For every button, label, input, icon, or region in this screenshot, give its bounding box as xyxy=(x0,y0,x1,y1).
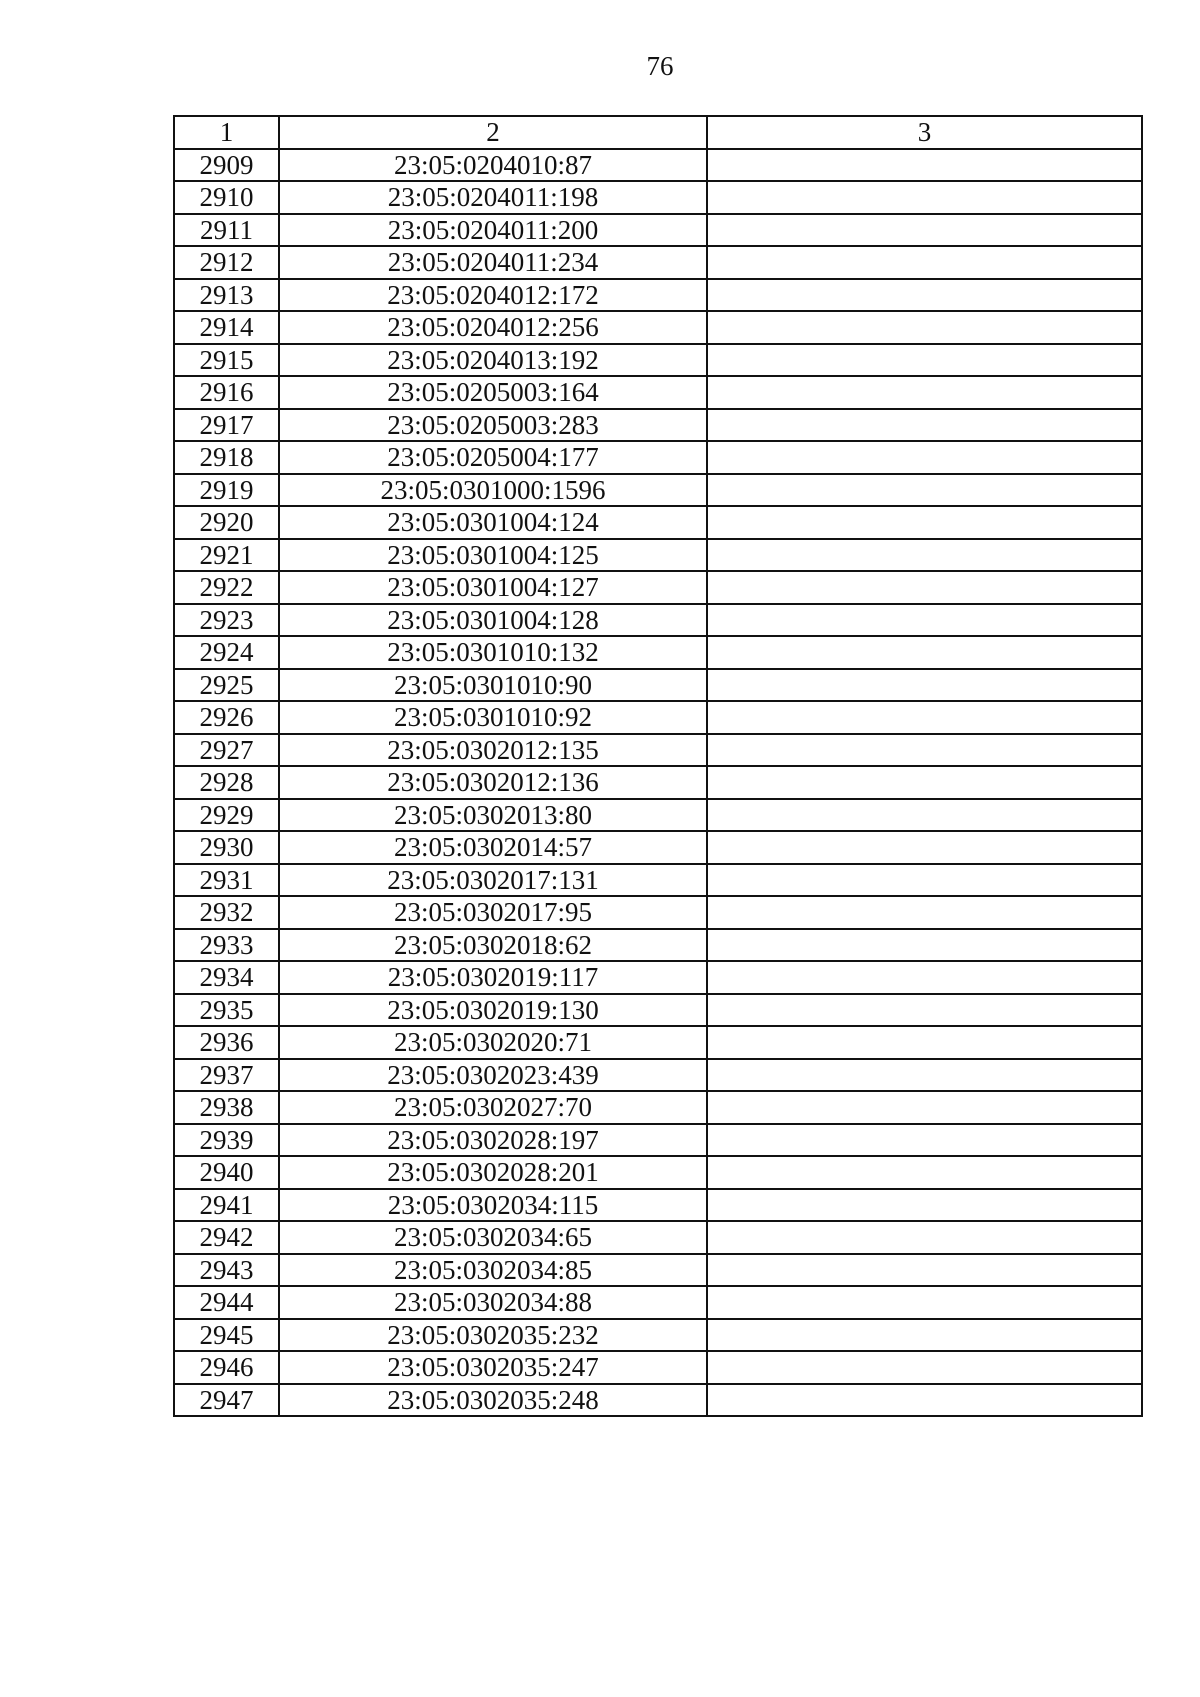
table-row xyxy=(174,1286,1142,1319)
notes-cell xyxy=(707,506,1142,539)
table-row xyxy=(174,701,1142,734)
cadastral-number-cell: 23:05:0204012:256 xyxy=(279,311,707,344)
cadastral-number-cell: 23:05:0302034:115 xyxy=(279,1189,707,1222)
table-row xyxy=(174,246,1142,279)
table-row xyxy=(174,896,1142,929)
table-row xyxy=(174,799,1142,832)
table-row xyxy=(174,571,1142,604)
table-row xyxy=(174,929,1142,962)
cadastral-number-cell: 23:05:0302019:117 xyxy=(279,961,707,994)
table-row xyxy=(174,1124,1142,1157)
notes-cell xyxy=(707,994,1142,1027)
cadastral-number-cell: 23:05:0204011:200 xyxy=(279,214,707,247)
cadastral-number-cell: 23:05:0302027:70 xyxy=(279,1091,707,1124)
table-row xyxy=(174,1221,1142,1254)
row-number-cell: 2940 xyxy=(174,1156,279,1189)
row-number-cell: 2922 xyxy=(174,571,279,604)
cadastral-number-cell: 23:05:0302034:85 xyxy=(279,1254,707,1287)
table-row xyxy=(174,409,1142,442)
row-number-cell: 2943 xyxy=(174,1254,279,1287)
cadastral-number-cell: 23:05:0302034:65 xyxy=(279,1221,707,1254)
notes-cell xyxy=(707,766,1142,799)
table-row xyxy=(174,1351,1142,1384)
notes-cell xyxy=(707,539,1142,572)
notes-cell xyxy=(707,344,1142,377)
cadastral-number-cell: 23:05:0301010:132 xyxy=(279,636,707,669)
row-number-cell: 2946 xyxy=(174,1351,279,1384)
table-row xyxy=(174,181,1142,214)
table-row xyxy=(174,994,1142,1027)
cadastral-number-cell: 23:05:0205003:283 xyxy=(279,409,707,442)
table-row xyxy=(174,539,1142,572)
table-row xyxy=(174,1189,1142,1222)
table-row xyxy=(174,1254,1142,1287)
cadastral-number-cell: 23:05:0301010:90 xyxy=(279,669,707,702)
page-number: 76 xyxy=(646,51,674,81)
row-number-cell: 2925 xyxy=(174,669,279,702)
table-row xyxy=(174,766,1142,799)
cadastral-number-cell: 23:05:0301004:125 xyxy=(279,539,707,572)
table-row xyxy=(174,1384,1142,1417)
notes-cell xyxy=(707,669,1142,702)
cadastral-number-cell: 23:05:0302018:62 xyxy=(279,929,707,962)
row-number-cell: 2924 xyxy=(174,636,279,669)
notes-cell xyxy=(707,896,1142,929)
cadastral-number-cell: 23:05:0302035:248 xyxy=(279,1384,707,1417)
row-number-cell: 2910 xyxy=(174,181,279,214)
cadastral-number-cell: 23:05:0302035:232 xyxy=(279,1319,707,1352)
cadastral-number-cell: 23:05:0302035:247 xyxy=(279,1351,707,1384)
table-header xyxy=(174,116,1142,149)
row-number-cell: 2936 xyxy=(174,1026,279,1059)
row-number-cell: 2920 xyxy=(174,506,279,539)
row-number-cell: 2913 xyxy=(174,279,279,312)
row-number-cell: 2934 xyxy=(174,961,279,994)
cadastral-number-cell: 23:05:0301000:1596 xyxy=(279,474,707,507)
row-number-cell: 2931 xyxy=(174,864,279,897)
row-number-cell: 2945 xyxy=(174,1319,279,1352)
table-row xyxy=(174,1026,1142,1059)
row-number-cell: 2909 xyxy=(174,149,279,182)
cadastral-number-cell: 23:05:0205004:177 xyxy=(279,441,707,474)
row-number-cell: 2941 xyxy=(174,1189,279,1222)
notes-cell xyxy=(707,246,1142,279)
row-number-cell: 2939 xyxy=(174,1124,279,1157)
row-number-cell: 2944 xyxy=(174,1286,279,1319)
row-number-cell: 2929 xyxy=(174,799,279,832)
row-number-cell: 2937 xyxy=(174,1059,279,1092)
table-row xyxy=(174,376,1142,409)
row-number-cell: 2914 xyxy=(174,311,279,344)
table-row xyxy=(174,1091,1142,1124)
notes-cell xyxy=(707,636,1142,669)
cadastral-number-cell: 23:05:0204011:234 xyxy=(279,246,707,279)
notes-cell xyxy=(707,864,1142,897)
cadastral-number-cell: 23:05:0205003:164 xyxy=(279,376,707,409)
cadastral-number-cell: 23:05:0301010:92 xyxy=(279,701,707,734)
notes-cell xyxy=(707,1286,1142,1319)
row-number-cell: 2942 xyxy=(174,1221,279,1254)
notes-cell xyxy=(707,604,1142,637)
table-row xyxy=(174,214,1142,247)
registry-table xyxy=(173,115,1143,1417)
row-number-cell: 2928 xyxy=(174,766,279,799)
notes-cell xyxy=(707,441,1142,474)
row-number-cell: 2927 xyxy=(174,734,279,767)
notes-cell xyxy=(707,734,1142,767)
row-number-cell: 2919 xyxy=(174,474,279,507)
row-number-cell: 2933 xyxy=(174,929,279,962)
row-number-cell: 2918 xyxy=(174,441,279,474)
notes-cell xyxy=(707,1026,1142,1059)
table-row xyxy=(174,149,1142,182)
table-row xyxy=(174,669,1142,702)
header-row xyxy=(174,116,1142,149)
notes-cell xyxy=(707,1254,1142,1287)
column-header-1: 1 xyxy=(174,116,279,149)
cadastral-number-cell: 23:05:0302020:71 xyxy=(279,1026,707,1059)
notes-cell xyxy=(707,181,1142,214)
cadastral-number-cell: 23:05:0302023:439 xyxy=(279,1059,707,1092)
row-number-cell: 2923 xyxy=(174,604,279,637)
cadastral-number-cell: 23:05:0302017:95 xyxy=(279,896,707,929)
notes-cell xyxy=(707,409,1142,442)
table-row xyxy=(174,441,1142,474)
notes-cell xyxy=(707,571,1142,604)
notes-cell xyxy=(707,214,1142,247)
row-number-cell: 2938 xyxy=(174,1091,279,1124)
row-number-cell: 2932 xyxy=(174,896,279,929)
row-number-cell: 2916 xyxy=(174,376,279,409)
table-row xyxy=(174,961,1142,994)
row-number-cell: 2912 xyxy=(174,246,279,279)
table-body xyxy=(174,149,1142,1417)
notes-cell xyxy=(707,1221,1142,1254)
row-number-cell: 2947 xyxy=(174,1384,279,1417)
notes-cell xyxy=(707,311,1142,344)
row-number-cell: 2930 xyxy=(174,831,279,864)
column-header-2: 2 xyxy=(279,116,707,149)
cadastral-number-cell: 23:05:0302012:136 xyxy=(279,766,707,799)
notes-cell xyxy=(707,376,1142,409)
row-number-cell: 2926 xyxy=(174,701,279,734)
notes-cell xyxy=(707,961,1142,994)
cadastral-number-cell: 23:05:0301004:124 xyxy=(279,506,707,539)
cadastral-number-cell: 23:05:0302034:88 xyxy=(279,1286,707,1319)
notes-cell xyxy=(707,1319,1142,1352)
notes-cell xyxy=(707,474,1142,507)
table-row xyxy=(174,734,1142,767)
cadastral-number-cell: 23:05:0302017:131 xyxy=(279,864,707,897)
cadastral-number-cell: 23:05:0302012:135 xyxy=(279,734,707,767)
cadastral-number-cell: 23:05:0301004:127 xyxy=(279,571,707,604)
notes-cell xyxy=(707,1091,1142,1124)
cadastral-number-cell: 23:05:0302019:130 xyxy=(279,994,707,1027)
cadastral-number-cell: 23:05:0204013:192 xyxy=(279,344,707,377)
column-header-3: 3 xyxy=(707,116,1142,149)
table-row xyxy=(174,1059,1142,1092)
table-row xyxy=(174,279,1142,312)
cadastral-number-cell: 23:05:0302028:197 xyxy=(279,1124,707,1157)
notes-cell xyxy=(707,799,1142,832)
cadastral-number-cell: 23:05:0302028:201 xyxy=(279,1156,707,1189)
table-row xyxy=(174,474,1142,507)
row-number-cell: 2935 xyxy=(174,994,279,1027)
cadastral-number-cell: 23:05:0204010:87 xyxy=(279,149,707,182)
notes-cell xyxy=(707,1124,1142,1157)
cadastral-number-cell: 23:05:0302013:80 xyxy=(279,799,707,832)
table-row xyxy=(174,864,1142,897)
notes-cell xyxy=(707,279,1142,312)
row-number-cell: 2917 xyxy=(174,409,279,442)
table-row xyxy=(174,831,1142,864)
cadastral-number-cell: 23:05:0204012:172 xyxy=(279,279,707,312)
table-row xyxy=(174,636,1142,669)
row-number-cell: 2911 xyxy=(174,214,279,247)
notes-cell xyxy=(707,831,1142,864)
table-row xyxy=(174,344,1142,377)
notes-cell xyxy=(707,1156,1142,1189)
table-row xyxy=(174,604,1142,637)
notes-cell xyxy=(707,1059,1142,1092)
table-row xyxy=(174,506,1142,539)
cadastral-number-cell: 23:05:0204011:198 xyxy=(279,181,707,214)
table-row xyxy=(174,311,1142,344)
cadastral-number-cell: 23:05:0301004:128 xyxy=(279,604,707,637)
notes-cell xyxy=(707,701,1142,734)
table-row xyxy=(174,1156,1142,1189)
notes-cell xyxy=(707,1351,1142,1384)
row-number-cell: 2921 xyxy=(174,539,279,572)
row-number-cell: 2915 xyxy=(174,344,279,377)
notes-cell xyxy=(707,929,1142,962)
cadastral-number-cell: 23:05:0302014:57 xyxy=(279,831,707,864)
notes-cell xyxy=(707,1384,1142,1417)
notes-cell xyxy=(707,149,1142,182)
table-row xyxy=(174,1319,1142,1352)
notes-cell xyxy=(707,1189,1142,1222)
